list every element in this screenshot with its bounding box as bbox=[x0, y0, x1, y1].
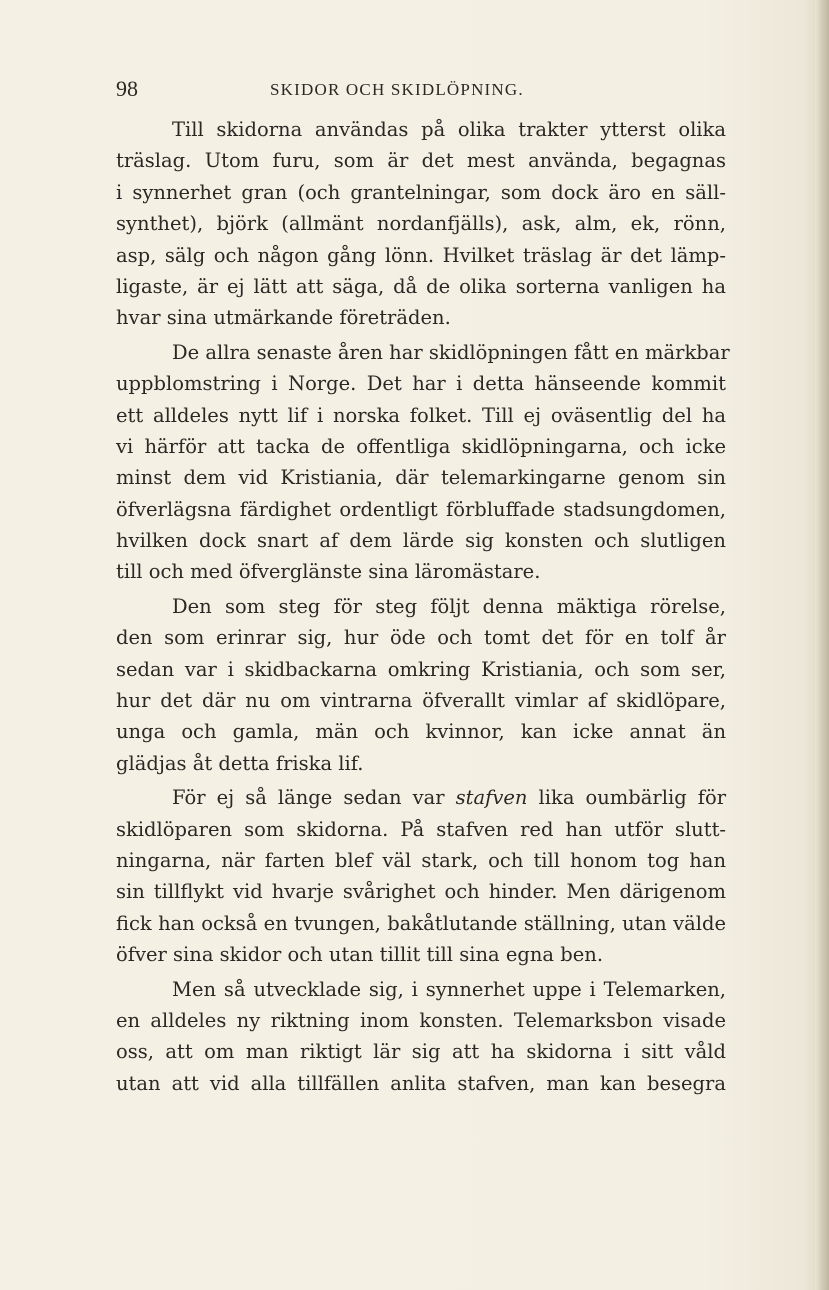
page-header bbox=[116, 76, 726, 108]
text-line: sin tillflykt vid hvarje svårighet och hinder. Men därigenom bbox=[116, 880, 726, 904]
paragraph-3 bbox=[116, 591, 726, 779]
text-line: Den som steg för steg följt denna mäktiga rörelse, bbox=[172, 594, 726, 618]
text-line: vi härför att tacka de offentliga skidlöpningarna, och icke bbox=[116, 434, 726, 458]
page-edge bbox=[815, 0, 829, 1290]
text-line: ett alldeles nytt lif i norska folket. Till ej oväsentlig del ha bbox=[116, 403, 726, 427]
text-fragment: lika oumbärlig för bbox=[538, 786, 727, 810]
text-fragment: För ej så länge sedan var bbox=[172, 786, 445, 810]
text-line: hvilken dock snart af dem lärde sig konsten och slutligen bbox=[116, 529, 726, 553]
text-line: ningarna, när farten blef väl stark, och till honom tog han bbox=[116, 848, 726, 872]
text-line: träslag. Utom furu, som är det mest använda, begagnas bbox=[116, 149, 726, 173]
text-line: minst dem vid Kristiania, där telemarkingarne genom sin bbox=[116, 466, 726, 490]
text-line: De allra senaste åren har skidlöpningen fått en märkbar bbox=[172, 340, 730, 364]
page-number: 98 bbox=[116, 76, 138, 101]
text-line: hvar sina utmärkande företräden. bbox=[116, 306, 451, 330]
text-line: en alldeles ny riktning inom konsten. Telemarksbon visade bbox=[116, 1008, 726, 1032]
text-line: uppblomstring i Norge. Det har i detta hänseende kommit bbox=[116, 372, 726, 396]
text-line: Till skidorna användas på olika trakter ytterst olika bbox=[172, 118, 726, 141]
text-line: till och med öfverglänste sina läromästare. bbox=[116, 560, 541, 584]
text-line: i synnerhet gran (och grantelningar, som dock äro en säll- bbox=[116, 180, 726, 204]
body-text bbox=[116, 114, 730, 1099]
text-line: hur det där nu om vintrarna öfverallt vimlar af skidlöpare, bbox=[116, 689, 726, 713]
running-head: SKIDOR OCH SKIDLÖPNING. bbox=[270, 80, 524, 99]
text-line: öfverlägsna färdighet ordentligt förbluffade stadsungdomen, bbox=[116, 497, 726, 521]
paragraph-5 bbox=[116, 974, 726, 1100]
text-line: asp, sälg och någon gång lönn. Hvilket träslag är det lämp- bbox=[116, 243, 726, 267]
text-line: ligaste, är ej lätt att säga, då de olika sorterna vanligen ha bbox=[116, 274, 726, 298]
paragraph-4 bbox=[116, 782, 726, 970]
text-line: utan att vid alla tillfällen anlita stafven, man kan besegra bbox=[116, 1071, 726, 1095]
text-line: öfver sina skidor och utan tillit till sina egna ben. bbox=[116, 943, 604, 967]
text-line: den som erinrar sig, hur öde och tomt det för en tolf år bbox=[116, 626, 726, 650]
text-line: fick han också en tvungen, bakåtlutande ställning, utan välde bbox=[116, 911, 726, 935]
text-line: glädjas åt detta friska lif. bbox=[116, 751, 364, 775]
text-line: unga och gamla, män och kvinnor, kan icke annat än bbox=[116, 720, 726, 744]
text-line bbox=[116, 782, 726, 813]
text-line: oss, att om man riktigt lär sig att ha skidorna i sitt våld bbox=[116, 1040, 726, 1064]
text-line: skidlöparen som skidorna. På stafven red han utför slutt- bbox=[116, 817, 726, 841]
paragraph-2 bbox=[116, 337, 730, 588]
paragraph-1 bbox=[116, 114, 726, 334]
text-line: Men så utvecklade sig, i synnerhet uppe i Telemarken, bbox=[172, 977, 726, 1001]
text-line: synthet), björk (allmänt nordanfjälls), ask, alm, ek, rönn, bbox=[116, 212, 726, 236]
italic-word: stafven bbox=[455, 786, 528, 810]
text-line: sedan var i skidbackarna omkring Kristiania, och som ser, bbox=[116, 657, 726, 681]
